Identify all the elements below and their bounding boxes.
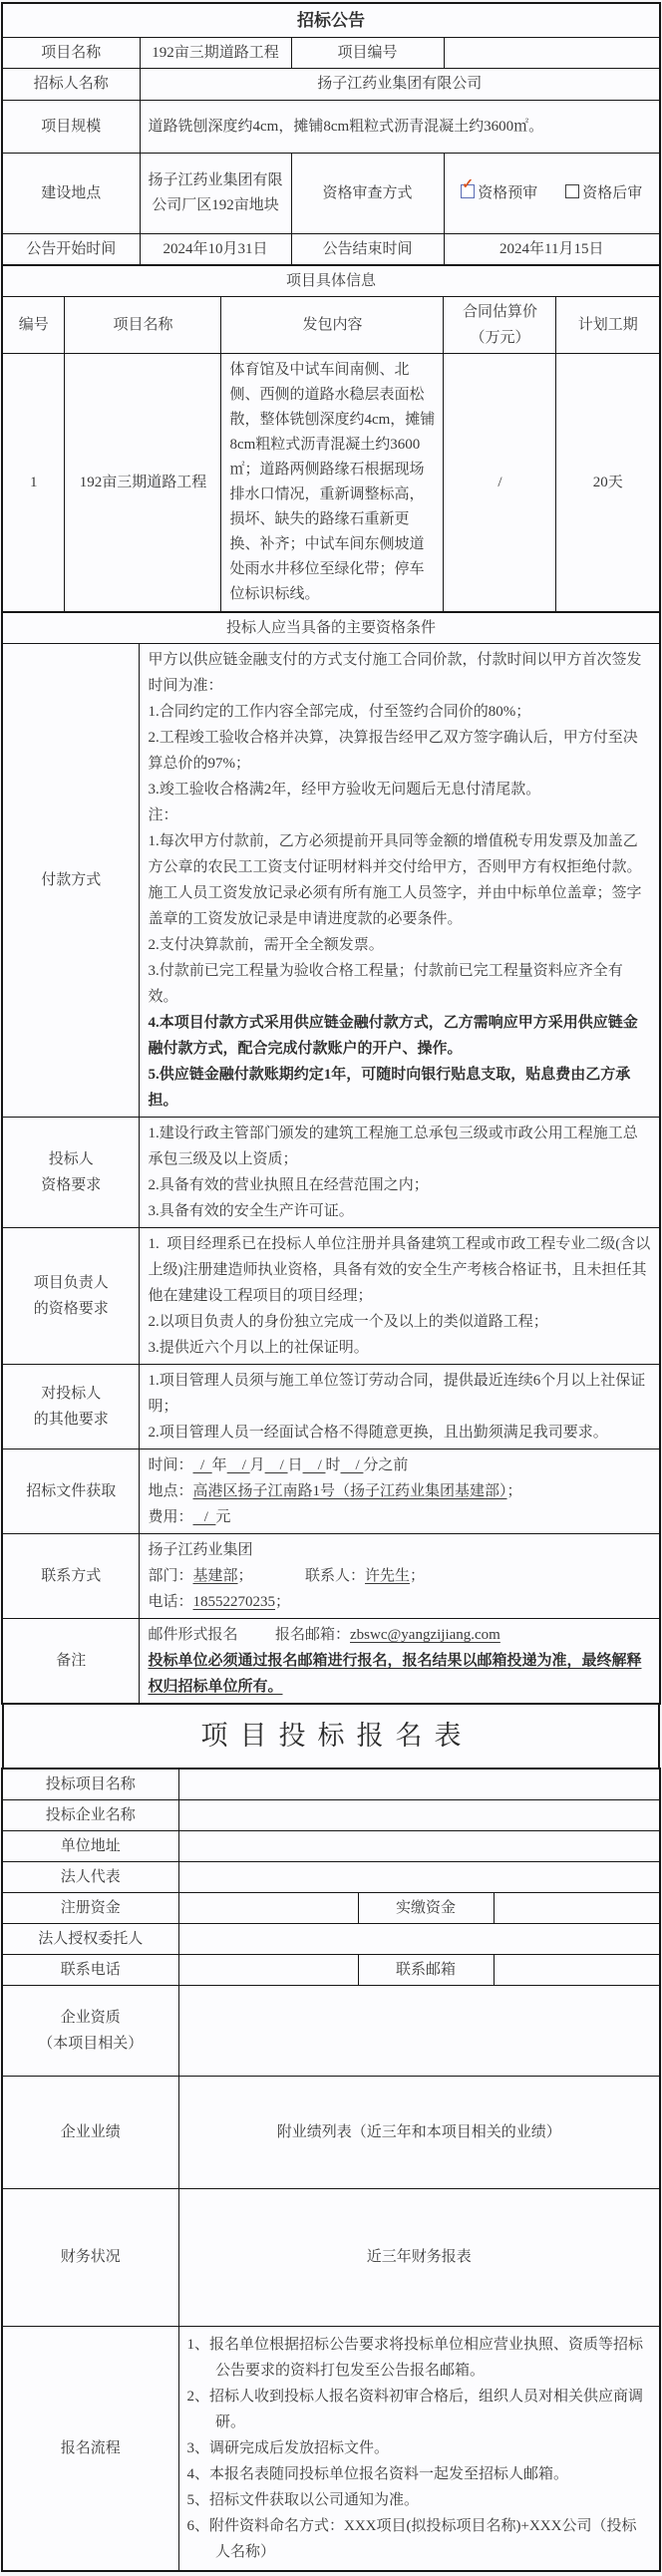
bidder-qualification-content: 1.建设行政主管部门颁发的建筑工程施工总承包三级或市政公用工程施工总承包三级及以上资质； 2.具备有效的营业执照且在经营范围之内； 3.具备有效的安全生产许可证。 (140, 1118, 660, 1228)
form-performance-value: 附业绩列表（近三年和本项目相关的业绩） (178, 2077, 660, 2189)
form-bid-project-label: 投标项目名称 (2, 1769, 178, 1800)
project-name-label: 项目名称 (2, 38, 140, 69)
postqualification-checkbox-icon (565, 184, 579, 198)
form-reg-capital-label: 注册资金 (2, 1893, 178, 1924)
document-obtain-label: 招标文件获取 (2, 1449, 140, 1534)
prequalification-checkbox-icon (461, 184, 475, 198)
postqualification-label: 资格后审 (582, 184, 643, 201)
bidder-qualification-label: 投标人 资格要求 (2, 1118, 140, 1228)
location-label: 建设地点 (2, 154, 140, 234)
payment-method-content: 甲方以供应链金融支付的方式支付施工合同价款，付款时间以甲方首次签发时间为准： 1.合同约定的工作内容全部完成，付至签约合同价的80%； 2.工程竣工验收合格并决算，决算报告经甲乙双方签字确认后，甲方付至决算总价的97%； 3.竣工验收合格满2年，经甲方验收无问题后无息付清尾款。 注： 1.每次甲方付款前，乙方必须提前开具同等金额的增值税专用发票及加盖乙方公章的农民工工资支付证明材料并交付给甲方，否则甲方有权拒绝付款。施工人员工资发放记录必须有所有施工人员签字，并由中标单位盖章；签字盖章的工资发放记录是申请进度款的必要条件。 2.支付决算款前，需开全全额发票。 3.付款前已完工程量为验收合格工程量；付款前已完工程量资料应齐全有效。 4.本项目付款方式采用供应链金融付款方式，乙方需响应甲方采用供应链金融付款方式，配合完成付款账户的开户、操作。 5.供应链金融付款账期约定1年，可随时向银行贴息支取，贴息费由乙方承担。 (140, 644, 660, 1118)
form-qualification-value (178, 1986, 660, 2077)
form-attorney-label: 法人授权委托人 (2, 1924, 178, 1955)
form-email-label: 联系邮箱 (358, 1955, 494, 1986)
form-finance-value: 近三年财务报表 (178, 2189, 660, 2327)
registration-form-table (1, 1768, 661, 2572)
other-requirements-label: 对投标人 的其他要求 (2, 1365, 140, 1449)
project-number-value (444, 38, 660, 69)
detail-section-title: 项目具体信息 (2, 265, 660, 297)
location-value: 扬子江药业集团有限公司厂区192亩地块 (140, 154, 291, 234)
payment-method-label: 付款方式 (2, 644, 140, 1118)
form-reg-capital-value (178, 1893, 358, 1924)
col-header-no: 编号 (2, 297, 65, 354)
project-scale-value: 道路铣刨深度约4cm，摊铺8cm粗粒式沥青混凝土约3600㎡。 (140, 101, 660, 154)
detail-row-no: 1 (2, 354, 65, 613)
col-header-content: 发包内容 (221, 297, 444, 354)
document-obtain-content: 时间： / 年 / 月 / 日 / 时 / 分之前 地点：高港区扬子江南路1号（扬子江药业集团基建部）； 费用： / 元 (140, 1449, 660, 1534)
contact-label: 联系方式 (2, 1534, 140, 1619)
detail-row-name: 192亩三期道路工程 (65, 354, 221, 613)
form-address-value (178, 1831, 660, 1862)
form-finance-label: 财务状况 (2, 2189, 178, 2327)
form-paid-capital-label: 实缴资金 (358, 1893, 494, 1924)
announcement-table (1, 2, 661, 266)
contact-content: 扬子江药业集团 部门：基建部； 联系人：许先生； 电话：18552270235； (140, 1534, 660, 1619)
form-legal-rep-label: 法人代表 (2, 1862, 178, 1893)
project-manager-qualification-content: 1. 项目经理系已在投标人单位注册并具备建筑工程或市政工程专业二级(含以上级)注册建造师执业资格，具备有效的安全生产考核合格证书，且未担任其他在建建设工程项目的项目经理； 2.以项目负责人的身份独立完成一个及以上的类似道路工程； 3.提供近六个月以上的社保证明。 (140, 1228, 660, 1365)
review-method-options (444, 154, 660, 234)
tenderer-value: 扬子江药业集团有限公司 (140, 69, 660, 101)
announce-end-value: 2024年11月15日 (444, 234, 660, 266)
form-attorney-value (178, 1924, 660, 1955)
project-name-value: 192亩三期道路工程 (140, 38, 291, 69)
form-phone-label: 联系电话 (2, 1955, 178, 1986)
form-qualification-label: 企业资质 （本项目相关） (2, 1986, 178, 2077)
form-email-value (494, 1955, 660, 1986)
remark-content: 邮件形式报名 报名邮箱：zbswc@yangzijiang.com 投标单位必须通过报名邮箱进行报名，报名结果以邮箱投递为准，最终解释权归招标单位所有。 (140, 1619, 660, 1705)
col-header-name: 项目名称 (65, 297, 221, 354)
form-process-content: 1、报名单位根据招标公告要求将投标单位相应营业执照、资质等招标公告要求的资料打包发至公告报名邮箱。 2、招标人收到投标人报名资料初审合格后，组织人员对相关供应商调研。 3、调研完成后发放招标文件。 4、本报名表随同投标单位报名资料一起发至招标人邮箱。 5、招标文件获取以公司通知为准。 6、附件资料命名方式：XXX项目(拟投标项目名称)+XXX公司（投标人名称） (178, 2327, 660, 2572)
review-method-label: 资格审查方式 (291, 154, 444, 234)
form-title: 项目投标报名表 (3, 1704, 659, 1769)
announce-start-label: 公告开始时间 (2, 234, 140, 266)
project-scale-label: 项目规模 (2, 101, 140, 154)
form-bid-project-value (178, 1769, 660, 1800)
announce-end-label: 公告结束时间 (291, 234, 444, 266)
qualification-section-title: 投标人应当具备的主要资格条件 (2, 612, 660, 644)
form-bid-company-value (178, 1800, 660, 1831)
form-legal-rep-value (178, 1862, 660, 1893)
remark-label: 备注 (2, 1619, 140, 1705)
form-process-label: 报名流程 (2, 2327, 178, 2572)
form-phone-value (178, 1955, 358, 1986)
col-header-duration: 计划工期 (556, 297, 660, 354)
detail-row-content: 体育馆及中试车间南侧、北侧、西侧的道路水稳层表面松散，整体铣刨深度约4cm，摊铺8cm粗粒式沥青混凝土约3600㎡；道路两侧路缘石根据现场排水口情况，重新调整标高，损坏、缺失的路缘石重新更换、补齐；中试车间东侧坡道处雨水井移位至绿化带；停车位标识标线。 (221, 354, 444, 613)
project-number-label: 项目编号 (291, 38, 444, 69)
announce-start-value: 2024年10月31日 (140, 234, 291, 266)
detail-row-price: / (444, 354, 556, 613)
form-title-table (2, 1703, 660, 1770)
detail-row-duration: 20天 (556, 354, 660, 613)
prequalification-label: 资格预审 (478, 184, 538, 201)
form-performance-label: 企业业绩 (2, 2077, 178, 2189)
qualification-table (1, 611, 661, 1705)
announcement-title: 招标公告 (2, 3, 660, 38)
form-address-label: 单位地址 (2, 1831, 178, 1862)
project-detail-table (1, 264, 661, 613)
tenderer-label: 招标人名称 (2, 69, 140, 101)
form-bid-company-label: 投标企业名称 (2, 1800, 178, 1831)
col-header-price: 合同估算价 （万元） (444, 297, 556, 354)
form-paid-capital-value (494, 1893, 660, 1924)
other-requirements-content: 1.项目管理人员须与施工单位签订劳动合同，提供最近连续6个月以上社保证明； 2.项目管理人员一经面试合格不得随意更换，且出勤须满足我司要求。 (140, 1365, 660, 1449)
project-manager-qualification-label: 项目负责人 的资格要求 (2, 1228, 140, 1365)
